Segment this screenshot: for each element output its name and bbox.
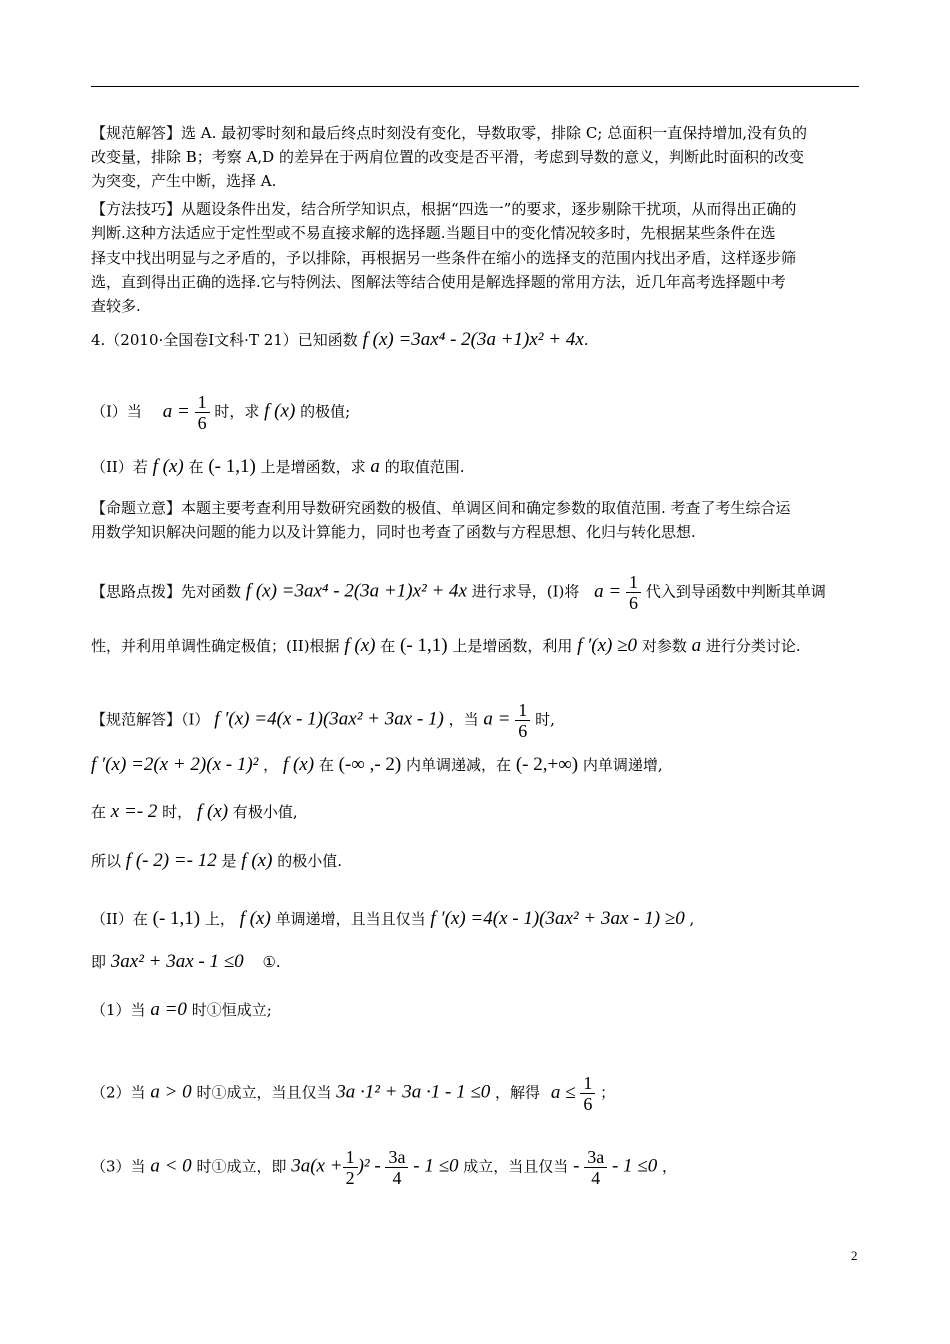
- text: 在: [188, 458, 204, 476]
- text: ，: [263, 756, 279, 774]
- text: （I）当: [91, 402, 142, 421]
- text: 代入到导函数中判断其单调: [645, 582, 826, 601]
- text: ，: [662, 1157, 678, 1176]
- question-4-prefix: 4.（2010·全国卷Ⅰ文科·T 21）已知函数: [91, 331, 358, 349]
- math: a =: [162, 400, 190, 422]
- math: - 1 ≤0: [413, 1155, 459, 1177]
- math: (-∞ ,- 2): [338, 754, 402, 775]
- text: ，解得: [495, 1083, 541, 1102]
- text: 进行求导，(I)将: [471, 582, 580, 601]
- text: 是: [221, 852, 237, 870]
- paragraph-line: 用数学知识解决问题的能力以及计算能力，同时也考查了函数与方程思想、化归与转化思想.: [91, 523, 696, 541]
- fraction: [195, 392, 210, 433]
- paragraph-line: 【规范解答】选 A. 最初零时刻和最后终点时刻没有变化，导数取零，排除 C; 总面积一直保持增加,没有负的: [91, 124, 807, 142]
- solution-line-1: [91, 700, 863, 741]
- denominator: 2: [345, 1168, 355, 1188]
- hint-line-2: [91, 634, 863, 658]
- paragraph-line: 查较多.: [91, 297, 141, 315]
- denominator: 6: [583, 1094, 593, 1114]
- text: ；: [600, 1083, 616, 1102]
- paragraph-line: 【命题立意】本题主要考查利用导数研究函数的极值、单调区间和确定参数的取值范围. 考查了考生综合运: [91, 499, 791, 517]
- text: 时,: [535, 710, 555, 729]
- text: 即: [91, 953, 107, 971]
- question-4: 4.（2010·全国卷Ⅰ文科·T 21）已知函数 f (x) =3ax⁴ - 2(3a +1)x² + 4x.: [91, 329, 589, 350]
- math: a ≤: [550, 1081, 576, 1103]
- fraction: [343, 1147, 358, 1188]
- math: a < 0: [150, 1155, 192, 1177]
- math: f ′(x) =4(x - 1)(3ax² + 3ax - 1) ≥0: [430, 908, 685, 929]
- text: 内单调递增,: [582, 756, 663, 774]
- case-2: [91, 1073, 863, 1114]
- page-number: 2: [851, 1248, 858, 1263]
- text: 对参数: [641, 637, 687, 655]
- text: ，当: [448, 710, 479, 729]
- sub-question-2: [91, 455, 863, 479]
- text: （2）当: [91, 1083, 146, 1102]
- math: a > 0: [150, 1081, 192, 1103]
- text: 有极小值,: [232, 803, 298, 821]
- math: x =- 2: [110, 801, 158, 822]
- text: ①.: [262, 953, 281, 971]
- text: ,: [689, 910, 695, 928]
- solution-line-4: [91, 849, 863, 873]
- solution-line-3: [91, 800, 863, 824]
- text: 时①恒成立;: [191, 1001, 272, 1019]
- math: f ′(x) =4(x - 1)(3ax² + 3ax - 1): [214, 708, 444, 730]
- math: f (x): [282, 754, 315, 775]
- math: f (- 2) =- 12: [125, 850, 217, 871]
- math: f (x): [264, 400, 296, 422]
- text: （3）当: [91, 1157, 146, 1176]
- case-1: [91, 998, 863, 1022]
- numerator: 1: [626, 572, 641, 593]
- denominator: 6: [629, 593, 639, 613]
- paragraph-line: 选，直到得出正确的选择.它与特例法、图解法等结合使用是解选择题的常用方法，近几年高考选择题中考: [91, 273, 786, 291]
- text: （1）当: [91, 1001, 146, 1019]
- function-definition: f (x) =3ax⁴ - 2(3a +1)x² + 4x: [362, 329, 584, 350]
- fraction: [515, 700, 530, 741]
- math: f (x): [152, 456, 184, 477]
- fraction: [580, 1073, 595, 1114]
- text: 时，: [162, 803, 193, 821]
- text: 在: [380, 637, 396, 655]
- math: f (x): [196, 801, 229, 822]
- text: 在: [91, 803, 107, 821]
- numerator: 1: [515, 700, 530, 721]
- math: f (x): [241, 850, 273, 871]
- text: 内单调递减，在: [406, 756, 512, 774]
- math: - 1 ≤0: [611, 1155, 658, 1177]
- solution-line-6: [91, 950, 863, 974]
- fraction: [626, 572, 641, 613]
- text: （II）若: [91, 458, 148, 476]
- paragraph-line: 改变量，排除 B；考察 A,D 的差异在于两肩位置的改变是否平滑，考虑到导数的意义，判断此时面积的改变: [91, 148, 804, 166]
- math: (- 2,+∞): [515, 754, 579, 775]
- text: 【思路点拨】先对函数: [91, 582, 242, 601]
- math: 3a(x +: [291, 1155, 343, 1177]
- numerator: 3a: [385, 1147, 408, 1168]
- math: a: [691, 635, 702, 656]
- math: -: [573, 1155, 580, 1177]
- text: 【规范解答】（I）: [91, 710, 210, 729]
- text: （II）在: [91, 910, 148, 928]
- solution-line-5: [91, 907, 863, 931]
- text: 的极小值.: [277, 852, 342, 870]
- math: (- 1,1): [208, 456, 256, 477]
- paragraph-line: 判断.这种方法适应于定性型或不易直接求解的选择题.当题目中的变化情况较多时，先根据某些条件在选: [91, 224, 776, 242]
- text: 的取值范围.: [384, 458, 465, 476]
- math: a: [370, 456, 380, 477]
- math: a =0: [150, 999, 187, 1020]
- math: (- 1,1): [152, 908, 201, 929]
- text: 性，并利用单调性确定极值；(II)根据: [91, 637, 340, 655]
- text: 进行分类讨论.: [705, 637, 801, 655]
- text: 单调递增，且当且仅当: [275, 910, 426, 928]
- text: 的极值;: [300, 402, 351, 421]
- hint-line-1: [91, 572, 863, 613]
- sub-question-1: [91, 392, 863, 433]
- numerator: 1: [195, 392, 210, 413]
- text: 在: [318, 756, 334, 774]
- math: f (x): [344, 635, 376, 656]
- text: 上是增函数，利用: [452, 637, 573, 655]
- text: 成立，当且仅当: [463, 1157, 569, 1176]
- math: f (x) =3ax⁴ - 2(3a +1)x² + 4x: [245, 580, 467, 602]
- denominator: 6: [197, 413, 207, 433]
- text: 时①成立，当且仅当: [196, 1083, 332, 1102]
- paragraph-line: 【方法技巧】从题设条件出发，结合所学知识点，根据“四选一”的要求，逐步剔除干扰项，从而得出正确的: [91, 200, 797, 218]
- math: 3ax² + 3ax - 1 ≤0: [110, 951, 244, 972]
- text: 时，求: [214, 402, 260, 421]
- math: f ′(x) =2(x + 2)(x - 1)²: [91, 754, 259, 775]
- numerator: 1: [580, 1073, 595, 1094]
- fraction: [385, 1147, 408, 1188]
- denominator: 4: [392, 1168, 402, 1188]
- math: a =: [483, 708, 511, 730]
- paragraph-line: 为突变，产生中断，选择 A.: [91, 172, 277, 190]
- text: 所以: [91, 852, 122, 870]
- text: 上是增函数，求: [260, 458, 366, 476]
- math: )² -: [357, 1155, 381, 1177]
- math: (- 1,1): [400, 635, 448, 656]
- denominator: 4: [591, 1168, 601, 1188]
- math: f ′(x) ≥0: [577, 635, 638, 656]
- math: a =: [594, 580, 622, 602]
- denominator: 6: [518, 721, 528, 741]
- math: f (x): [239, 908, 271, 929]
- paragraph-line: 择支中找出明显与之矛盾的，予以排除，再根据另一些条件在缩小的选择支的范围内找出矛盾，这样逐步筛: [91, 249, 797, 267]
- text: 上，: [204, 910, 235, 928]
- fraction: [584, 1147, 607, 1188]
- numerator: 3a: [584, 1147, 607, 1168]
- math: 3a ·1² + 3a ·1 - 1 ≤0: [336, 1081, 491, 1103]
- text: 时①成立，即: [196, 1157, 287, 1176]
- case-3: [91, 1147, 863, 1188]
- header-rule: [91, 86, 859, 87]
- solution-line-2: [91, 753, 863, 777]
- numerator: 1: [343, 1147, 358, 1168]
